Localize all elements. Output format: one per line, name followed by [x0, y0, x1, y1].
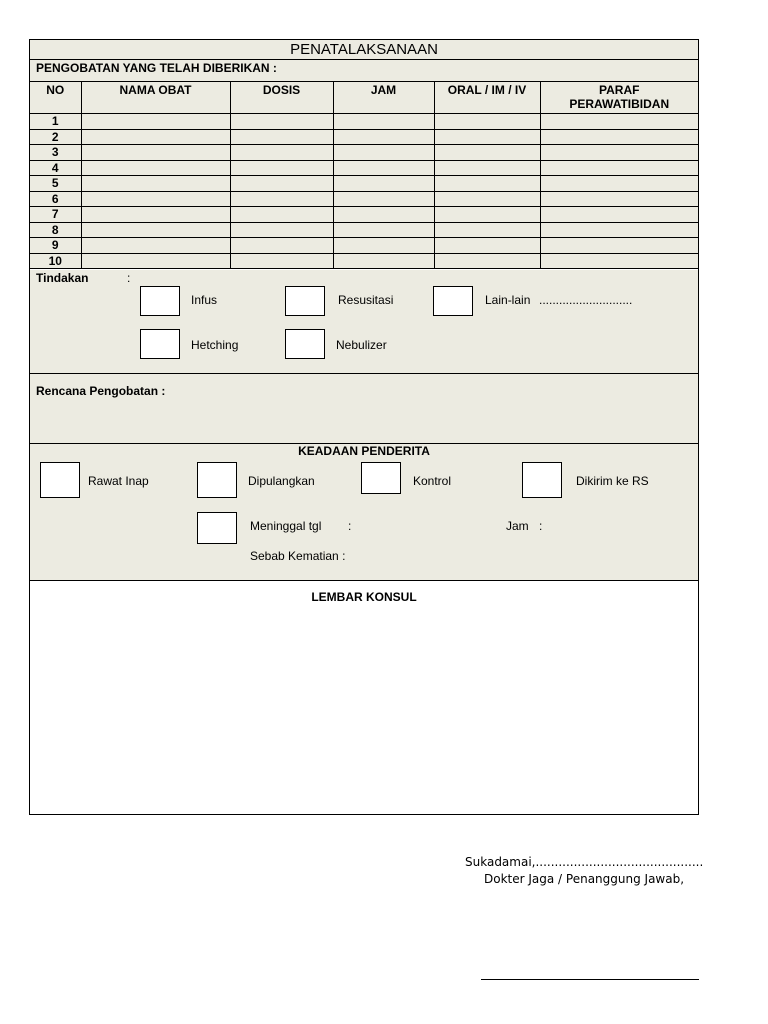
medication-table [30, 82, 698, 269]
cell-rute[interactable] [434, 160, 540, 176]
keadaan-penderita-section [30, 444, 698, 581]
cell-rute[interactable] [434, 191, 540, 207]
table-row [30, 222, 698, 238]
tindakan-section [30, 270, 698, 374]
column-header-dosis: DOSIS [230, 82, 333, 114]
cell-rute[interactable] [434, 238, 540, 254]
rencana-pengobatan-label: Rencana Pengobatan : [36, 384, 166, 398]
keadaan-penderita-title: KEADAAN PENDERITA [298, 444, 430, 458]
cell-dosis[interactable] [230, 176, 333, 192]
column-header-jam: JAM [333, 82, 434, 114]
cell-jam[interactable] [333, 207, 434, 223]
cell-rute[interactable] [434, 114, 540, 130]
option-label-rawat-inap: Rawat Inap [88, 474, 149, 488]
cell-dosis[interactable] [230, 129, 333, 145]
row-number: 1 [30, 114, 81, 130]
cell-nama-obat[interactable] [81, 191, 230, 207]
cell-rute[interactable] [434, 129, 540, 145]
cell-paraf[interactable] [540, 129, 698, 145]
row-number: 8 [30, 222, 81, 238]
row-number: 6 [30, 191, 81, 207]
table-row [30, 129, 698, 145]
option-label-dikirim-ke-rs: Dikirim ke RS [576, 474, 649, 488]
cell-jam[interactable] [333, 145, 434, 161]
table-row [30, 145, 698, 161]
row-number: 10 [30, 253, 81, 269]
lembar-konsul-title: LEMBAR KONSUL [311, 590, 417, 604]
jam-label: Jam [506, 519, 529, 533]
column-header-no: NO [30, 82, 81, 114]
cell-rute[interactable] [434, 145, 540, 161]
cell-nama-obat[interactable] [81, 145, 230, 161]
table-header-row [30, 82, 698, 114]
table-row [30, 253, 698, 269]
sebab-kematian-label: Sebab Kematian : [250, 549, 346, 563]
cell-dosis[interactable] [230, 114, 333, 130]
cell-nama-obat[interactable] [81, 129, 230, 145]
checkbox-lain-lain[interactable] [433, 286, 473, 316]
cell-dosis[interactable] [230, 207, 333, 223]
option-label-dipulangkan: Dipulangkan [248, 474, 315, 488]
section-subtitle-pengobatan: PENGOBATAN YANG TELAH DIBERIKAN : [30, 60, 698, 82]
table-row [30, 176, 698, 192]
table-row [30, 114, 698, 130]
cell-paraf[interactable] [540, 114, 698, 130]
cell-paraf[interactable] [540, 238, 698, 254]
cell-dosis[interactable] [230, 253, 333, 269]
signature-line [481, 979, 699, 980]
penatalaksanaan-form [29, 39, 699, 815]
jam-colon: : [539, 519, 543, 533]
cell-dosis[interactable] [230, 160, 333, 176]
checkbox-dikirim-ke-rs[interactable] [522, 462, 562, 498]
option-label-kontrol: Kontrol [413, 474, 452, 488]
checkbox-meninggal[interactable] [197, 512, 237, 544]
cell-dosis[interactable] [230, 145, 333, 161]
cell-paraf[interactable] [540, 207, 698, 223]
column-header-nama-obat: NAMA OBAT [81, 82, 230, 114]
cell-dosis[interactable] [230, 191, 333, 207]
row-number: 3 [30, 145, 81, 161]
lembar-konsul-section [30, 581, 698, 814]
cell-paraf[interactable] [540, 145, 698, 161]
cell-nama-obat[interactable] [81, 160, 230, 176]
table-row [30, 238, 698, 254]
lain-lain-fill-line: ............................ [539, 293, 633, 307]
row-number: 4 [30, 160, 81, 176]
cell-paraf[interactable] [540, 191, 698, 207]
cell-nama-obat[interactable] [81, 207, 230, 223]
table-row [30, 207, 698, 223]
cell-jam[interactable] [333, 253, 434, 269]
table-row [30, 191, 698, 207]
table-row [30, 160, 698, 176]
row-number: 9 [30, 238, 81, 254]
option-label-lain-lain: Lain-lain [485, 293, 531, 307]
cell-nama-obat[interactable] [81, 176, 230, 192]
option-label-infus: Infus [191, 293, 218, 307]
cell-rute[interactable] [434, 222, 540, 238]
cell-jam[interactable] [333, 160, 434, 176]
cell-jam[interactable] [333, 129, 434, 145]
checkbox-infus[interactable] [140, 286, 180, 316]
cell-jam[interactable] [333, 222, 434, 238]
cell-dosis[interactable] [230, 222, 333, 238]
row-number: 5 [30, 176, 81, 192]
cell-nama-obat[interactable] [81, 222, 230, 238]
tindakan-label: Tindakan [36, 271, 89, 285]
column-header-paraf: PARAF PERAWATIBIDAN [540, 82, 698, 114]
row-number: 2 [30, 129, 81, 145]
cell-rute[interactable] [434, 253, 540, 269]
option-label-nebulizer: Nebulizer [336, 338, 387, 352]
column-header-rute: ORAL / IM / IV [434, 82, 540, 114]
cell-paraf[interactable] [540, 160, 698, 176]
cell-paraf[interactable] [540, 176, 698, 192]
cell-rute[interactable] [434, 176, 540, 192]
cell-nama-obat[interactable] [81, 253, 230, 269]
cell-jam[interactable] [333, 191, 434, 207]
option-label-hetching: Hetching [191, 338, 239, 352]
cell-dosis[interactable] [230, 238, 333, 254]
cell-jam[interactable] [333, 176, 434, 192]
tindakan-colon: : [127, 271, 131, 285]
row-number: 7 [30, 207, 81, 223]
cell-nama-obat[interactable] [81, 238, 230, 254]
checkbox-rawat-inap[interactable] [40, 462, 80, 498]
cell-jam[interactable] [333, 114, 434, 130]
rencana-pengobatan-section [30, 374, 698, 444]
checkbox-dipulangkan[interactable] [197, 462, 237, 498]
signature-role: Dokter Jaga / Penanggung Jawab, [484, 872, 685, 886]
checkbox-kontrol[interactable] [361, 462, 401, 494]
checkbox-resusitasi[interactable] [285, 286, 325, 316]
checkbox-nebulizer[interactable] [285, 329, 325, 359]
cell-nama-obat[interactable] [81, 114, 230, 130]
checkbox-hetching[interactable] [140, 329, 180, 359]
cell-paraf[interactable] [540, 222, 698, 238]
cell-rute[interactable] [434, 207, 540, 223]
signature-place-date: Sukadamai,............................................ [465, 855, 704, 869]
option-label-resusitasi: Resusitasi [338, 293, 394, 307]
form-title: PENATALAKSANAAN [30, 40, 698, 60]
meninggal-tgl-label: Meninggal tgl [250, 519, 322, 533]
meninggal-tgl-colon: : [348, 519, 352, 533]
cell-paraf[interactable] [540, 253, 698, 269]
cell-jam[interactable] [333, 238, 434, 254]
